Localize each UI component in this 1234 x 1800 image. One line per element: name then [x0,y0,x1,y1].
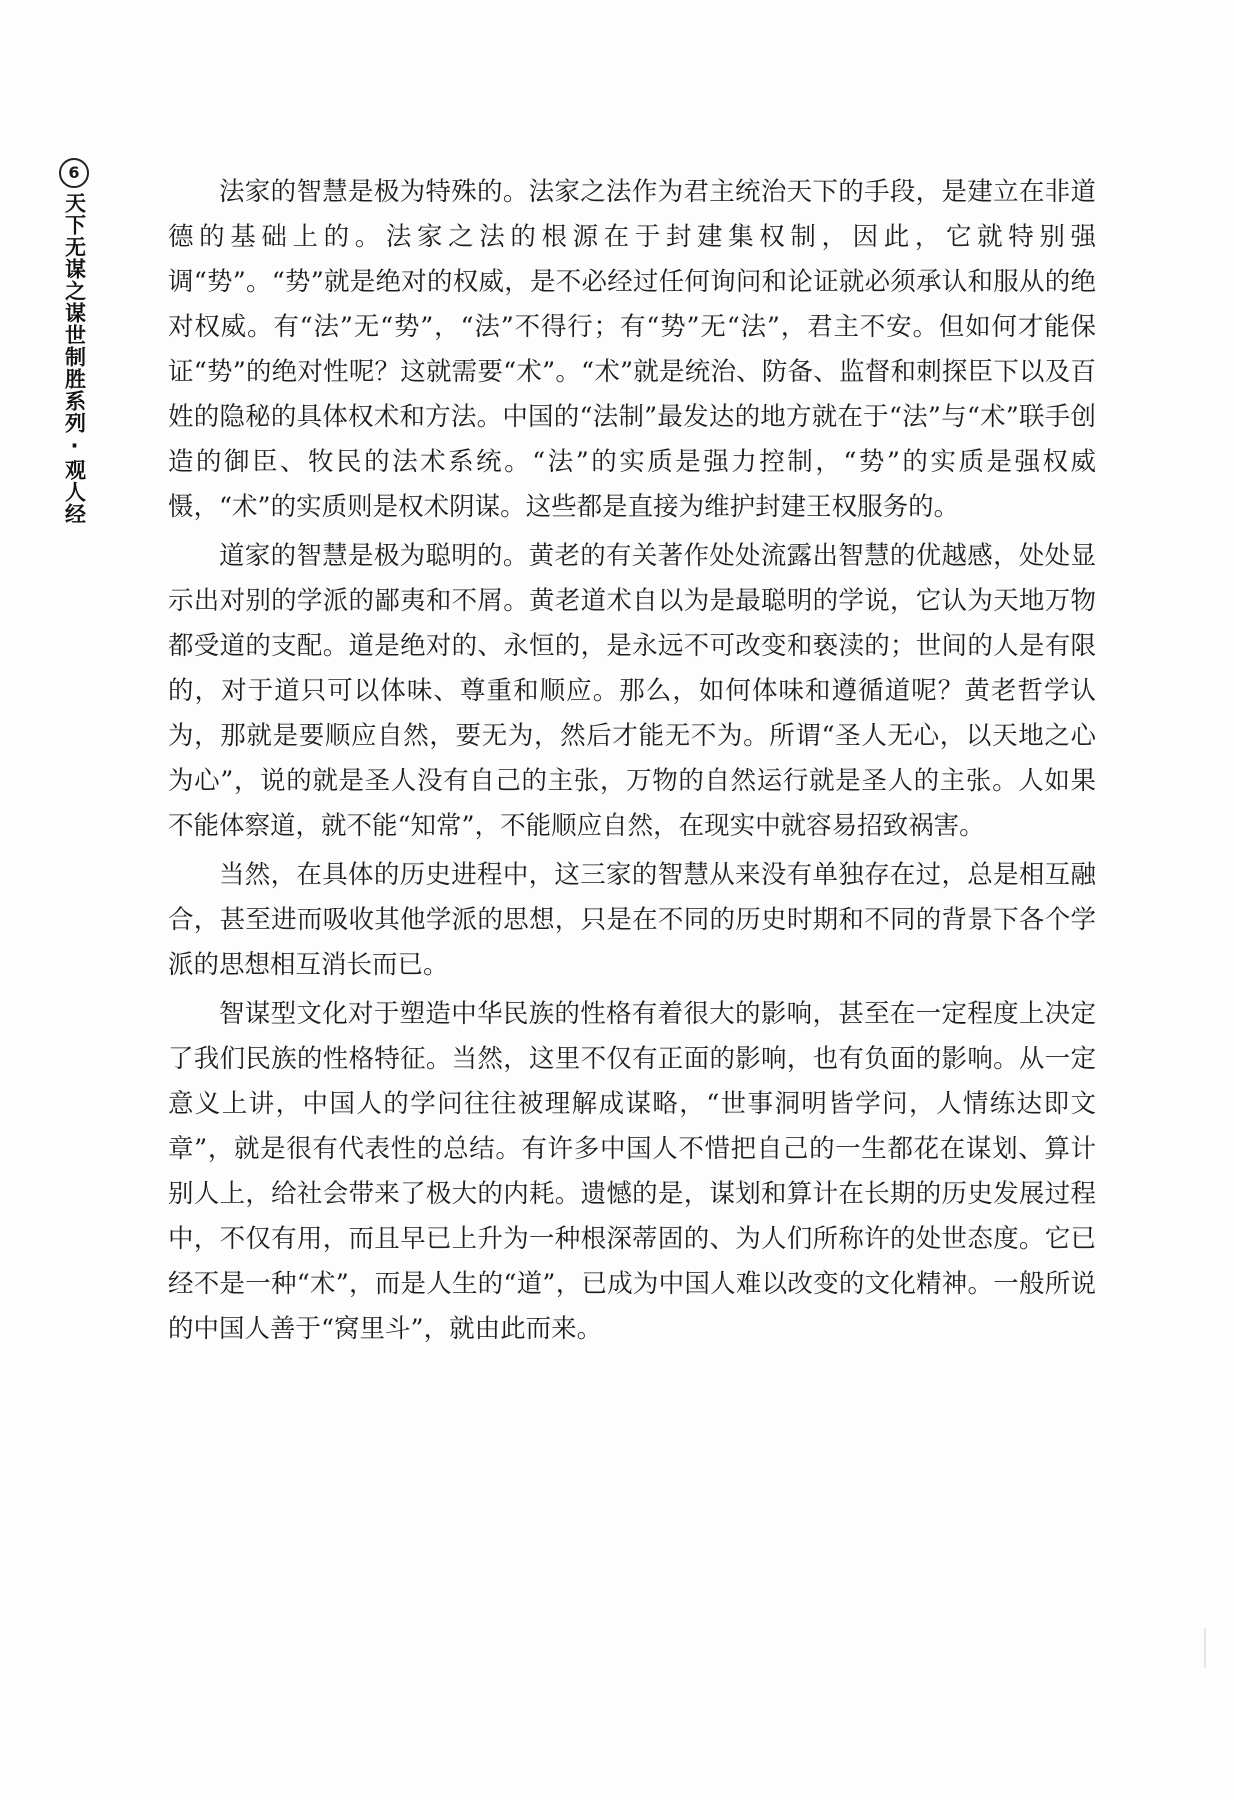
paragraph-strategic-culture: 智谋型文化对于塑造中华民族的性格有着很大的影响，甚至在一定程度上决定了我们民族的性格特征。当然，这里不仅有正面的影响，也有负面的影响。从一定意义上讲，中国人的学问往往被理解成谋略，“世事洞明皆学问，人情练达即文章”，就是很有代表性的总结。有许多中国人不惜把自己的一生都花在谋划、算计别人上，给社会带来了极大的内耗。遗憾的是，谋划和算计在长期的历史发展过程中，不仅有用，而且早已上升为一种根深蒂固的、为人们所称许的处世态度。它已经不是一种“术”，而是人生的“道”，已成为中国人难以改变的文化精神。一般所说的中国人善于“窝里斗”，就由此而来。 [168,999,1096,1344]
side-header [57,158,91,525]
paragraph-taoism: 道家的智慧是极为聪明的。黄老的有关著作处处流露出智慧的优越感，处处显示出对别的学派的鄙夷和不屑。黄老道术自以为是最聪明的学说，它认为天地万物都受道的支配。道是绝对的、永恒的，是永远不可改变和亵渎的；世间的人是有限的，对于道只可以体味、尊重和顺应。那么，如何体味和遵循道呢？黄老哲学认为，那就是要顺应自然，要无为，然后才能无不为。所谓“圣人无心，以天地之心为心”，说的就是圣人没有自己的主张，万物的自然运行就是圣人的主张。人如果不能体察道，就不能“知常”，不能顺应自然，在现实中就容易招致祸害。 [168,541,1096,841]
body-text [168,170,1096,1356]
paragraph-legalism: 法家的智慧是极为特殊的。法家之法作为君主统治天下的手段，是建立在非道德的基础上的。法家之法的根源在于封建集权制，因此，它就特别强调“势”。“势”就是绝对的权威，是不必经过任何询问和论证就必须承认和服从的绝对权威。有“法”无“势”，“法”不得行；有“势”无“法”，君主不安。但如何才能保证“势”的绝对性呢？这就需要“术”。“术”就是统治、防备、监督和刺探臣下以及百姓的隐秘的具体权术和方法。中国的“法制”最发达的地方就在于“法”与“术”联手创造的御臣、牧民的法术系统。“法”的实质是强力控制，“势”的实质是强权威慑，“术”的实质则是权术阴谋。这些都是直接为维护封建王权服务的。 [168,177,1096,522]
page-number: 6 [59,158,89,188]
series-title: 天下无谋之谋世制胜系列·观人经 [62,192,87,525]
scan-mark [1204,1628,1206,1668]
paragraph-integration: 当然，在具体的历史进程中，这三家的智慧从来没有单独存在过，总是相互融合，甚至进而吸收其他学派的思想，只是在不同的历史时期和不同的背景下各个学派的思想相互消长而已。 [168,860,1096,980]
